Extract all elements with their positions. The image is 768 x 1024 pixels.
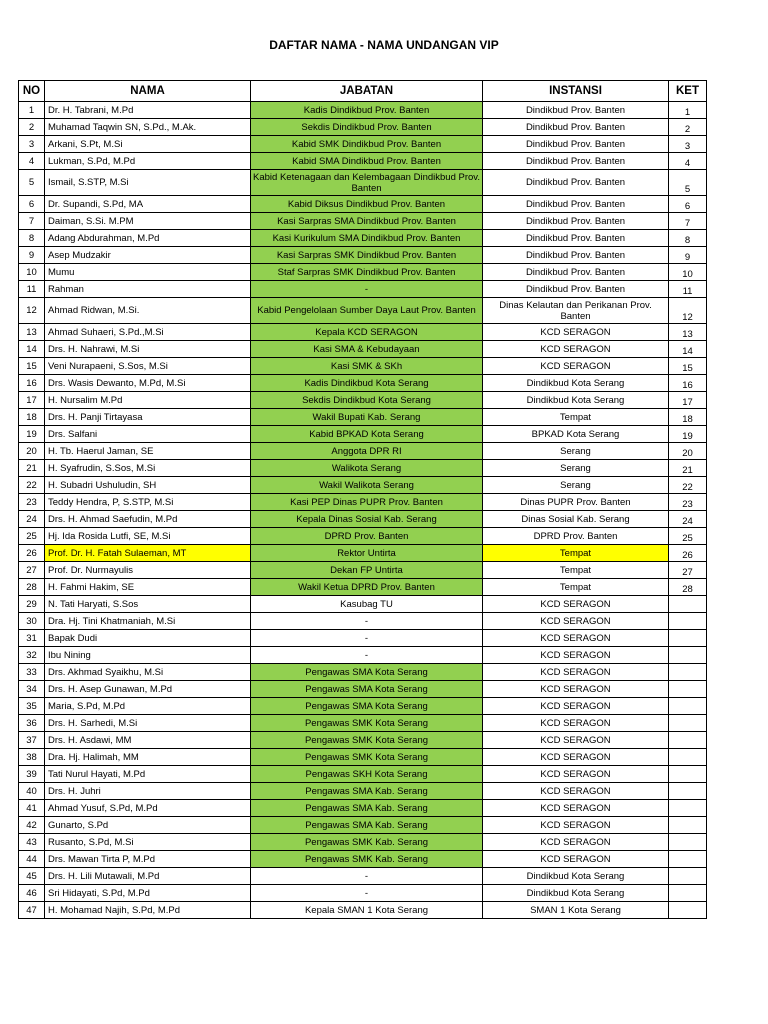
cell-ket [669, 800, 707, 817]
cell-no: 47 [19, 902, 45, 919]
cell-jabatan: Wakil Ketua DPRD Prov. Banten [251, 579, 483, 596]
table-row [19, 298, 707, 324]
vip-invitee-table [18, 80, 707, 919]
cell-nama: Dra. Hj. Halimah, MM [45, 749, 251, 766]
table-row [19, 358, 707, 375]
cell-jabatan: Kasi SMK & SKh [251, 358, 483, 375]
cell-no: 15 [19, 358, 45, 375]
cell-nama: Rahman [45, 281, 251, 298]
table-row [19, 196, 707, 213]
cell-nama: Drs. H. Nahrawi, M.Si [45, 341, 251, 358]
cell-no: 9 [19, 247, 45, 264]
cell-nama: Drs. H. Asdawi, MM [45, 732, 251, 749]
cell-ket: 27 [669, 562, 707, 579]
table-row [19, 749, 707, 766]
cell-ket [669, 613, 707, 630]
cell-instansi: Dindikbud Prov. Banten [483, 153, 669, 170]
cell-no: 14 [19, 341, 45, 358]
cell-ket [669, 817, 707, 834]
table-row [19, 494, 707, 511]
cell-instansi: KCD SERAGON [483, 698, 669, 715]
table-row [19, 902, 707, 919]
cell-nama: Hj. Ida Rosida Lutfi, SE, M.Si [45, 528, 251, 545]
cell-ket: 23 [669, 494, 707, 511]
cell-nama: Ahmad Suhaeri, S.Pd.,M.Si [45, 324, 251, 341]
cell-nama: H. Tb. Haerul Jaman, SE [45, 443, 251, 460]
header-jabatan: JABATAN [251, 81, 483, 102]
cell-nama: Ahmad Ridwan, M.Si. [45, 298, 251, 324]
cell-no: 44 [19, 851, 45, 868]
cell-no: 43 [19, 834, 45, 851]
table-row [19, 579, 707, 596]
cell-nama: Bapak Dudi [45, 630, 251, 647]
cell-nama: Dr. H. Tabrani, M.Pd [45, 102, 251, 119]
cell-no: 28 [19, 579, 45, 596]
cell-no: 19 [19, 426, 45, 443]
table-row [19, 324, 707, 341]
cell-instansi: Dindikbud Prov. Banten [483, 264, 669, 281]
cell-ket: 14 [669, 341, 707, 358]
header-nama: NAMA [45, 81, 251, 102]
cell-ket: 9 [669, 247, 707, 264]
cell-ket: 8 [669, 230, 707, 247]
cell-no: 31 [19, 630, 45, 647]
cell-ket [669, 834, 707, 851]
cell-ket: 10 [669, 264, 707, 281]
table-row [19, 732, 707, 749]
cell-jabatan: Kabid BPKAD Kota Serang [251, 426, 483, 443]
cell-instansi: Serang [483, 477, 669, 494]
cell-jabatan: Wakil Walikota Serang [251, 477, 483, 494]
cell-ket: 2 [669, 119, 707, 136]
cell-nama: H. Mohamad Najih, S.Pd, M.Pd [45, 902, 251, 919]
cell-no: 3 [19, 136, 45, 153]
cell-instansi: KCD SERAGON [483, 664, 669, 681]
cell-no: 25 [19, 528, 45, 545]
cell-no: 22 [19, 477, 45, 494]
cell-instansi: BPKAD Kota Serang [483, 426, 669, 443]
header-no: NO [19, 81, 45, 102]
cell-jabatan: - [251, 868, 483, 885]
cell-jabatan: Kasi Sarpras SMA Dindikbud Prov. Banten [251, 213, 483, 230]
cell-instansi: KCD SERAGON [483, 800, 669, 817]
cell-jabatan: Pengawas SMA Kab. Serang [251, 817, 483, 834]
cell-no: 23 [19, 494, 45, 511]
cell-ket [669, 868, 707, 885]
cell-no: 8 [19, 230, 45, 247]
cell-nama: Drs. Salfani [45, 426, 251, 443]
cell-no: 34 [19, 681, 45, 698]
table-row [19, 885, 707, 902]
cell-ket: 5 [669, 170, 707, 196]
table-row [19, 511, 707, 528]
cell-instansi: Tempat [483, 409, 669, 426]
cell-no: 37 [19, 732, 45, 749]
cell-no: 27 [19, 562, 45, 579]
cell-instansi: KCD SERAGON [483, 732, 669, 749]
cell-jabatan: Kasi Kurikulum SMA Dindikbud Prov. Banten [251, 230, 483, 247]
cell-instansi: KCD SERAGON [483, 851, 669, 868]
cell-instansi: Dindikbud Prov. Banten [483, 136, 669, 153]
table-row [19, 698, 707, 715]
cell-jabatan: Pengawas SMK Kab. Serang [251, 834, 483, 851]
cell-ket: 16 [669, 375, 707, 392]
cell-nama: Maria, S.Pd, M.Pd [45, 698, 251, 715]
cell-nama: Lukman, S.Pd, M.Pd [45, 153, 251, 170]
cell-ket: 24 [669, 511, 707, 528]
cell-jabatan: Kabid Diksus Dindikbud Prov. Banten [251, 196, 483, 213]
cell-no: 26 [19, 545, 45, 562]
table-row [19, 119, 707, 136]
cell-nama: Arkani, S.Pt, M.Si [45, 136, 251, 153]
cell-no: 20 [19, 443, 45, 460]
cell-nama: Mumu [45, 264, 251, 281]
table-row [19, 264, 707, 281]
cell-instansi: KCD SERAGON [483, 596, 669, 613]
table-row [19, 613, 707, 630]
cell-no: 13 [19, 324, 45, 341]
cell-ket [669, 783, 707, 800]
cell-nama: Asep Mudzakir [45, 247, 251, 264]
cell-ket: 18 [669, 409, 707, 426]
cell-jabatan: Pengawas SMA Kota Serang [251, 698, 483, 715]
cell-nama: Drs. H. Lili Mutawali, M.Pd [45, 868, 251, 885]
cell-jabatan: - [251, 647, 483, 664]
table-row [19, 851, 707, 868]
cell-instansi: KCD SERAGON [483, 681, 669, 698]
cell-ket [669, 647, 707, 664]
cell-jabatan: Pengawas SMK Kota Serang [251, 749, 483, 766]
cell-jabatan: Kabid Pengelolaan Sumber Daya Laut Prov. Banten [251, 298, 483, 324]
cell-ket: 1 [669, 102, 707, 119]
cell-ket: 26 [669, 545, 707, 562]
table-row [19, 153, 707, 170]
table-row [19, 170, 707, 196]
table-row [19, 868, 707, 885]
cell-instansi: KCD SERAGON [483, 647, 669, 664]
cell-ket: 19 [669, 426, 707, 443]
cell-nama: Rusanto, S.Pd, M.Si [45, 834, 251, 851]
table-row [19, 136, 707, 153]
cell-jabatan: Staf Sarpras SMK Dindikbud Prov. Banten [251, 264, 483, 281]
table-row [19, 834, 707, 851]
cell-jabatan: Kepala Dinas Sosial Kab. Serang [251, 511, 483, 528]
cell-instansi: Serang [483, 460, 669, 477]
cell-instansi: KCD SERAGON [483, 630, 669, 647]
cell-ket: 21 [669, 460, 707, 477]
table-row [19, 766, 707, 783]
cell-instansi: DPRD Prov. Banten [483, 528, 669, 545]
cell-jabatan: Kepala KCD SERAGON [251, 324, 483, 341]
cell-no: 33 [19, 664, 45, 681]
cell-no: 16 [19, 375, 45, 392]
cell-instansi: KCD SERAGON [483, 613, 669, 630]
table-row [19, 664, 707, 681]
cell-instansi: Dindikbud Prov. Banten [483, 102, 669, 119]
table-row [19, 545, 707, 562]
cell-ket [669, 851, 707, 868]
table-row [19, 783, 707, 800]
cell-ket: 13 [669, 324, 707, 341]
cell-instansi: Dindikbud Prov. Banten [483, 170, 669, 196]
cell-jabatan: Kasi Sarpras SMK Dindikbud Prov. Banten [251, 247, 483, 264]
cell-no: 5 [19, 170, 45, 196]
cell-ket [669, 715, 707, 732]
cell-jabatan: Kabid SMK Dindikbud Prov. Banten [251, 136, 483, 153]
cell-nama: Dr. Supandi, S.Pd, MA [45, 196, 251, 213]
cell-nama: Ahmad Yusuf, S.Pd, M.Pd [45, 800, 251, 817]
cell-ket [669, 596, 707, 613]
table-row [19, 375, 707, 392]
cell-ket: 3 [669, 136, 707, 153]
cell-jabatan: Kasi SMA & Kebudayaan [251, 341, 483, 358]
cell-jabatan: Pengawas SMA Kota Serang [251, 681, 483, 698]
cell-instansi: KCD SERAGON [483, 749, 669, 766]
cell-ket [669, 766, 707, 783]
cell-nama: Adang Abdurahman, M.Pd [45, 230, 251, 247]
cell-jabatan: Pengawas SKH Kota Serang [251, 766, 483, 783]
table-body [19, 102, 707, 919]
cell-jabatan: Kabid Ketenagaan dan Kelembagaan Dindikbud Prov. Banten [251, 170, 483, 196]
cell-nama: Gunarto, S.Pd [45, 817, 251, 834]
cell-nama: Sri Hidayati, S.Pd, M.Pd [45, 885, 251, 902]
cell-jabatan: Pengawas SMA Kota Serang [251, 664, 483, 681]
cell-ket [669, 664, 707, 681]
cell-ket: 11 [669, 281, 707, 298]
cell-no: 40 [19, 783, 45, 800]
cell-no: 24 [19, 511, 45, 528]
cell-ket [669, 698, 707, 715]
cell-no: 1 [19, 102, 45, 119]
cell-nama: Drs. H. Panji Tirtayasa [45, 409, 251, 426]
cell-nama: N. Tati Haryati, S.Sos [45, 596, 251, 613]
table-row [19, 562, 707, 579]
cell-nama: Drs. H. Juhri [45, 783, 251, 800]
cell-no: 10 [19, 264, 45, 281]
table-row [19, 800, 707, 817]
cell-instansi: KCD SERAGON [483, 834, 669, 851]
cell-jabatan: - [251, 885, 483, 902]
table-row [19, 230, 707, 247]
cell-no: 38 [19, 749, 45, 766]
table-row [19, 630, 707, 647]
cell-jabatan: Kadis Dindikbud Kota Serang [251, 375, 483, 392]
cell-nama: H. Nursalim M.Pd [45, 392, 251, 409]
cell-no: 4 [19, 153, 45, 170]
cell-ket [669, 885, 707, 902]
cell-nama: Ismail, S.STP, M.Si [45, 170, 251, 196]
table-row [19, 102, 707, 119]
table-row [19, 817, 707, 834]
cell-nama: Tati Nurul Hayati, M.Pd [45, 766, 251, 783]
cell-jabatan: Pengawas SMK Kab. Serang [251, 851, 483, 868]
cell-no: 12 [19, 298, 45, 324]
cell-ket: 20 [669, 443, 707, 460]
cell-ket [669, 681, 707, 698]
cell-jabatan: Anggota DPR RI [251, 443, 483, 460]
cell-nama: Muhamad Taqwin SN, S.Pd., M.Ak. [45, 119, 251, 136]
cell-ket: 12 [669, 298, 707, 324]
cell-ket: 15 [669, 358, 707, 375]
cell-nama: Dra. Hj. Tini Khatmaniah, M.Si [45, 613, 251, 630]
table-row [19, 247, 707, 264]
cell-instansi: Dindikbud Kota Serang [483, 885, 669, 902]
cell-instansi: KCD SERAGON [483, 358, 669, 375]
cell-instansi: Dindikbud Prov. Banten [483, 230, 669, 247]
cell-instansi: KCD SERAGON [483, 341, 669, 358]
cell-jabatan: Kadis Dindikbud Prov. Banten [251, 102, 483, 119]
cell-jabatan: Sekdis Dindikbud Kota Serang [251, 392, 483, 409]
cell-no: 41 [19, 800, 45, 817]
cell-nama: Drs. H. Sarhedi, M.Si [45, 715, 251, 732]
cell-instansi: Dindikbud Kota Serang [483, 375, 669, 392]
cell-instansi: SMAN 1 Kota Serang [483, 902, 669, 919]
cell-nama: Teddy Hendra, P, S.STP, M.Si [45, 494, 251, 511]
cell-no: 7 [19, 213, 45, 230]
cell-jabatan: Kabid SMA Dindikbud Prov. Banten [251, 153, 483, 170]
table-row [19, 460, 707, 477]
cell-instansi: Dinas Sosial Kab. Serang [483, 511, 669, 528]
cell-ket [669, 749, 707, 766]
cell-instansi: KCD SERAGON [483, 817, 669, 834]
cell-nama: Drs. Mawan Tirta P, M.Pd [45, 851, 251, 868]
cell-jabatan: Pengawas SMA Kab. Serang [251, 800, 483, 817]
cell-nama: Drs. Akhmad Syaikhu, M.Si [45, 664, 251, 681]
table-row [19, 409, 707, 426]
cell-ket: 7 [669, 213, 707, 230]
cell-nama: Prof. Dr. H. Fatah Sulaeman, MT [45, 545, 251, 562]
cell-jabatan: Pengawas SMA Kab. Serang [251, 783, 483, 800]
cell-nama: H. Fahmi Hakim, SE [45, 579, 251, 596]
cell-ket: 4 [669, 153, 707, 170]
cell-nama: Drs. Wasis Dewanto, M.Pd, M.Si [45, 375, 251, 392]
table-row [19, 392, 707, 409]
cell-instansi: KCD SERAGON [483, 783, 669, 800]
cell-jabatan: Kepala SMAN 1 Kota Serang [251, 902, 483, 919]
cell-ket [669, 630, 707, 647]
cell-instansi: Dindikbud Kota Serang [483, 392, 669, 409]
cell-nama: H. Subadri Ushuludin, SH [45, 477, 251, 494]
cell-ket: 17 [669, 392, 707, 409]
cell-instansi: Dinas PUPR Prov. Banten [483, 494, 669, 511]
cell-jabatan: Pengawas SMK Kota Serang [251, 732, 483, 749]
cell-jabatan: - [251, 613, 483, 630]
cell-jabatan: Pengawas SMK Kota Serang [251, 715, 483, 732]
cell-nama: H. Syafrudin, S.Sos, M.Si [45, 460, 251, 477]
cell-jabatan: DPRD Prov. Banten [251, 528, 483, 545]
cell-no: 39 [19, 766, 45, 783]
table-row [19, 528, 707, 545]
table-row [19, 281, 707, 298]
cell-no: 2 [19, 119, 45, 136]
cell-ket [669, 902, 707, 919]
header-instansi: INSTANSI [483, 81, 669, 102]
cell-nama: Drs. H. Ahmad Saefudin, M.Pd [45, 511, 251, 528]
cell-nama: Prof. Dr. Nurmayulis [45, 562, 251, 579]
cell-ket [669, 732, 707, 749]
table-row [19, 341, 707, 358]
cell-no: 29 [19, 596, 45, 613]
cell-no: 30 [19, 613, 45, 630]
cell-jabatan: Rektor Untirta [251, 545, 483, 562]
cell-ket: 6 [669, 196, 707, 213]
cell-instansi: Tempat [483, 562, 669, 579]
cell-instansi: Dindikbud Prov. Banten [483, 281, 669, 298]
cell-no: 42 [19, 817, 45, 834]
cell-no: 18 [19, 409, 45, 426]
table-row [19, 596, 707, 613]
cell-ket: 25 [669, 528, 707, 545]
cell-no: 46 [19, 885, 45, 902]
cell-instansi: Dinas Kelautan dan Perikanan Prov. Banten [483, 298, 669, 324]
header-ket: KET [669, 81, 707, 102]
cell-jabatan: Sekdis Dindikbud Prov. Banten [251, 119, 483, 136]
cell-jabatan: Walikota Serang [251, 460, 483, 477]
cell-instansi: Dindikbud Kota Serang [483, 868, 669, 885]
page-title: DAFTAR NAMA - NAMA UNDANGAN VIP [269, 38, 499, 52]
cell-instansi: Tempat [483, 545, 669, 562]
cell-ket: 22 [669, 477, 707, 494]
cell-instansi: Dindikbud Prov. Banten [483, 213, 669, 230]
cell-jabatan: - [251, 630, 483, 647]
table-header-row [19, 81, 707, 102]
cell-nama: Veni Nurapaeni, S.Sos, M.Si [45, 358, 251, 375]
cell-jabatan: - [251, 281, 483, 298]
table-row [19, 213, 707, 230]
cell-jabatan: Dekan FP Untirta [251, 562, 483, 579]
cell-jabatan: Wakil Bupati Kab. Serang [251, 409, 483, 426]
cell-instansi: KCD SERAGON [483, 324, 669, 341]
cell-instansi: Serang [483, 443, 669, 460]
cell-no: 35 [19, 698, 45, 715]
cell-instansi: KCD SERAGON [483, 715, 669, 732]
cell-no: 11 [19, 281, 45, 298]
cell-nama: Drs. H. Asep Gunawan, M.Pd [45, 681, 251, 698]
table-row [19, 426, 707, 443]
table-row [19, 477, 707, 494]
cell-instansi: Dindikbud Prov. Banten [483, 119, 669, 136]
cell-jabatan: Kasubag TU [251, 596, 483, 613]
cell-nama: Daiman, S.Si. M.PM [45, 213, 251, 230]
table-row [19, 443, 707, 460]
table-row [19, 681, 707, 698]
table-row [19, 715, 707, 732]
cell-nama: Ibu Nining [45, 647, 251, 664]
cell-jabatan: Kasi PEP Dinas PUPR Prov. Banten [251, 494, 483, 511]
cell-no: 21 [19, 460, 45, 477]
cell-no: 36 [19, 715, 45, 732]
cell-no: 17 [19, 392, 45, 409]
table-row [19, 647, 707, 664]
cell-ket: 28 [669, 579, 707, 596]
cell-instansi: Dindikbud Prov. Banten [483, 196, 669, 213]
cell-no: 32 [19, 647, 45, 664]
cell-no: 45 [19, 868, 45, 885]
cell-no: 6 [19, 196, 45, 213]
cell-instansi: Tempat [483, 579, 669, 596]
cell-instansi: Dindikbud Prov. Banten [483, 247, 669, 264]
cell-instansi: KCD SERAGON [483, 766, 669, 783]
